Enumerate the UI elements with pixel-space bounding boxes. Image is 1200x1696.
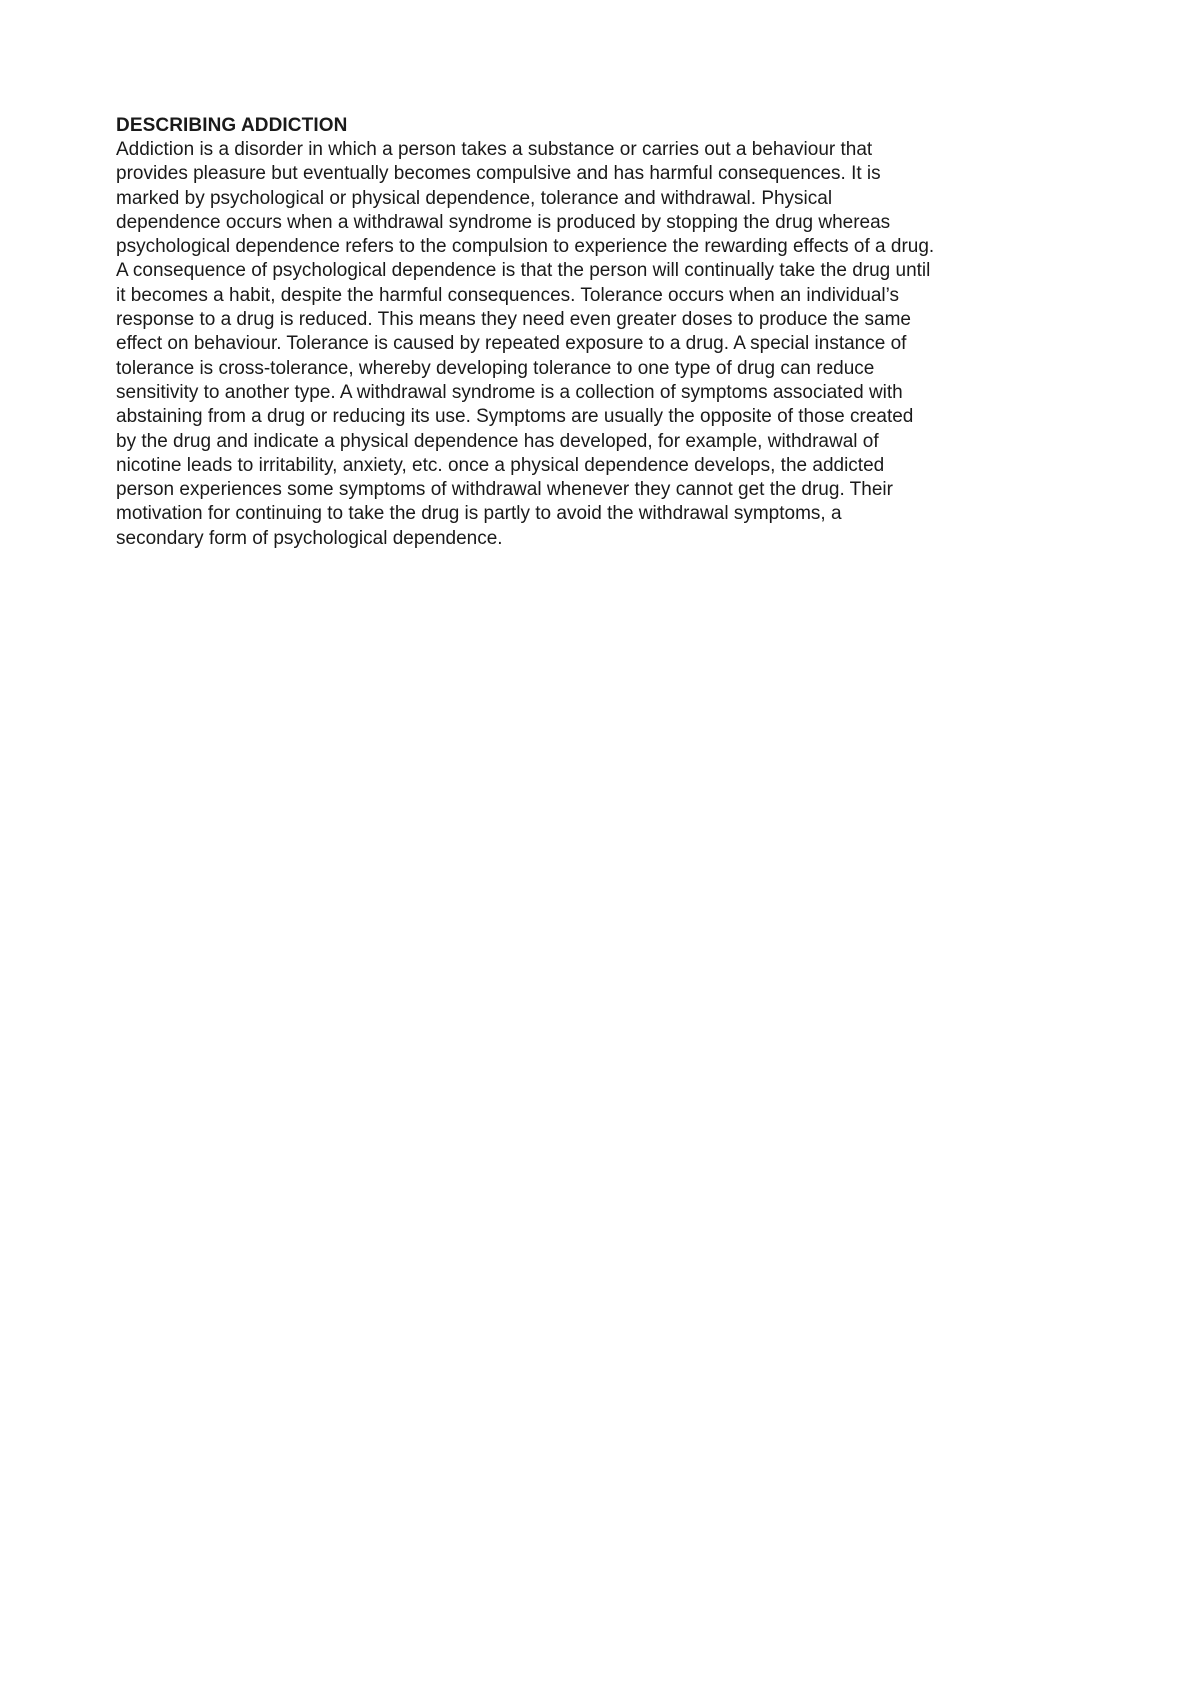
body-paragraph	[116, 138, 1116, 551]
paragraph-line: motivation for continuing to take the drug is partly to avoid the withdrawal symptoms, a	[116, 503, 842, 525]
paragraph-line: person experiences some symptoms of withdrawal whenever they cannot get the drug. Their	[116, 479, 893, 501]
document-page	[116, 114, 1116, 551]
paragraph-line: nicotine leads to irritability, anxiety, etc. once a physical dependence develops, the addicted	[116, 454, 885, 476]
paragraph-line: effect on behaviour. Tolerance is caused by repeated exposure to a drug. A special instance of	[116, 333, 907, 355]
paragraph-line: tolerance is cross-tolerance, whereby developing tolerance to one type of drug can reduce	[116, 357, 875, 379]
paragraph-line: it becomes a habit, despite the harmful consequences. Tolerance occurs when an individual’s	[116, 284, 899, 306]
paragraph-line: response to a drug is reduced. This means they need even greater doses to produce the same	[116, 309, 911, 331]
paragraph-line: provides pleasure but eventually becomes compulsive and has harmful consequences. It is	[116, 163, 881, 185]
paragraph-line: marked by psychological or physical dependence, tolerance and withdrawal. Physical	[116, 187, 833, 209]
paragraph-line: by the drug and indicate a physical dependence has developed, for example, withdrawal of	[116, 430, 879, 452]
paragraph-line: abstaining from a drug or reducing its use. Symptoms are usually the opposite of those created	[116, 406, 914, 428]
paragraph-line: psychological dependence refers to the compulsion to experience the rewarding effects of a drug.	[116, 236, 935, 258]
paragraph-line: secondary form of psychological dependence.	[116, 527, 503, 549]
paragraph-line: Addiction is a disorder in which a person takes a substance or carries out a behaviour that	[116, 139, 873, 160]
paragraph-line: dependence occurs when a withdrawal syndrome is produced by stopping the drug whereas	[116, 211, 891, 233]
paragraph-line: sensitivity to another type. A withdrawal syndrome is a collection of symptoms associated with	[116, 381, 903, 403]
paragraph-line: A consequence of psychological dependence is that the person will continually take the drug until	[116, 260, 931, 282]
section-heading: DESCRIBING ADDICTION	[116, 115, 348, 136]
